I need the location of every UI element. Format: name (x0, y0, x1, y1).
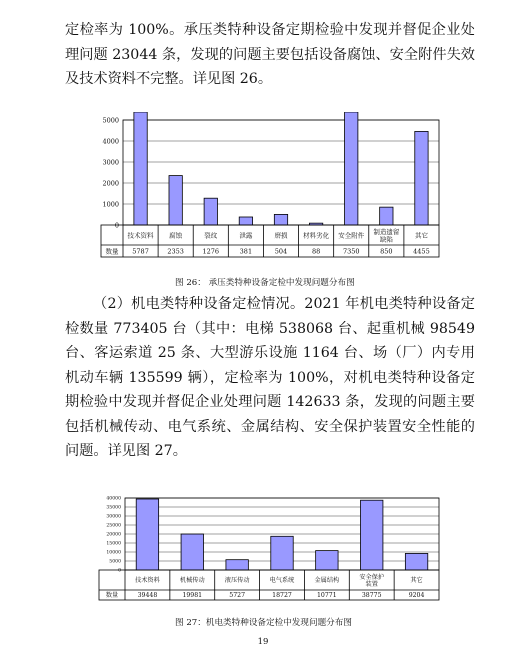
category-label: 裂纹 (204, 231, 218, 240)
bar (204, 198, 217, 225)
category-label: 液压传动 (224, 577, 250, 585)
bar (361, 500, 383, 570)
data-label: 88 (311, 247, 321, 256)
y-tick-label: 0 (118, 568, 121, 574)
y-tick-label: 25000 (106, 523, 121, 529)
y-tick-label: 3000 (102, 158, 119, 167)
bar (274, 214, 287, 225)
bar (415, 131, 428, 225)
category-label: 其它 (410, 577, 423, 585)
data-label: 19981 (182, 592, 203, 600)
bar (239, 217, 252, 225)
bar (169, 176, 182, 225)
data-label: 18727 (272, 592, 292, 600)
data-label: 5787 (132, 247, 149, 256)
bar (405, 553, 427, 570)
figure-26-caption: 图 26： 承压类特种设备定检中发现问题分布图 (175, 278, 355, 288)
category-label: 技术资料 (135, 577, 160, 585)
paragraph-1: 定检率为 100%。承压类特种设备定期检验中发现并督促企业处理问题 23044 条，发现的问题主要包括设备腐蚀、安全附件失效及技术资料不完整。详见图 26。 (65, 22, 475, 87)
y-tick-label: 30000 (106, 514, 121, 520)
y-tick-label: 4000 (102, 137, 119, 146)
y-tick-label: 1000 (102, 200, 119, 209)
bar (345, 112, 358, 225)
category-label: 技术资料 (127, 231, 154, 240)
bar (380, 207, 393, 225)
data-label: 7350 (342, 247, 360, 256)
data-label: 850 (380, 247, 393, 256)
bar (226, 560, 248, 570)
y-tick-label: 2000 (102, 179, 119, 188)
data-label: 2353 (167, 247, 184, 256)
data-label: 10771 (317, 592, 337, 600)
figure-27-caption: 图 27：机电类特种设备定检中发现问题分布图 (175, 618, 352, 628)
data-label: 38775 (361, 592, 382, 600)
bar (181, 534, 203, 570)
page-number: 19 (257, 637, 269, 647)
category-label: 腐蚀 (169, 231, 183, 240)
chart-figure-27 (95, 494, 440, 606)
row-label: 数量 (105, 592, 119, 600)
bar (316, 551, 338, 570)
category-label: 其它 (414, 231, 428, 240)
category-label: 金属结构 (314, 577, 340, 585)
bar (271, 536, 293, 570)
data-label: 381 (239, 247, 253, 256)
category-label: 材料劣化 (303, 231, 330, 240)
category-label: 制造遗留缺陷 (373, 228, 400, 244)
y-tick-label: 0 (114, 221, 119, 230)
y-tick-label: 35000 (106, 505, 121, 511)
bar (134, 112, 147, 225)
data-label: 39448 (137, 592, 158, 600)
data-label: 1276 (202, 247, 220, 256)
category-label: 机械传动 (179, 577, 205, 585)
y-tick-label: 15000 (106, 541, 121, 547)
data-label: 4455 (413, 247, 430, 256)
category-label: 泄露 (239, 231, 253, 240)
bar (136, 499, 158, 570)
chart-figure-26 (95, 112, 440, 258)
y-tick-label: 40000 (106, 496, 121, 502)
data-label: 5727 (229, 592, 246, 600)
category-label: 安全保护装置 (359, 574, 385, 589)
category-label: 电气系统 (269, 577, 295, 585)
y-tick-label: 5000 (109, 559, 121, 565)
category-label: 磨损 (274, 231, 288, 240)
data-label: 9204 (408, 592, 425, 600)
y-tick-label: 5000 (102, 116, 119, 125)
paragraph-2: （2）机电类特种设备定检情况。2021 年机电类特种设备定检数量 773405 台（其中：电梯 538068 台、起重机械 98549 台、客运索道 25 条、大型游乐设施 1164 台、场（厂）内专用机动车辆 135599 辆），定检率为 100%，对机电类特种设备定期检验中发现并督促企业处理问题 142633 条，发现的问题主要包括机械传动、电气系统、金属结构、安全保护装置安全性能的问题。详见图 27。 (65, 296, 475, 459)
data-label: 504 (274, 247, 288, 256)
y-tick-label: 10000 (106, 550, 121, 556)
category-label: 安全附件 (338, 231, 365, 240)
row-label: 数量 (105, 247, 119, 256)
y-tick-label: 20000 (106, 532, 121, 538)
